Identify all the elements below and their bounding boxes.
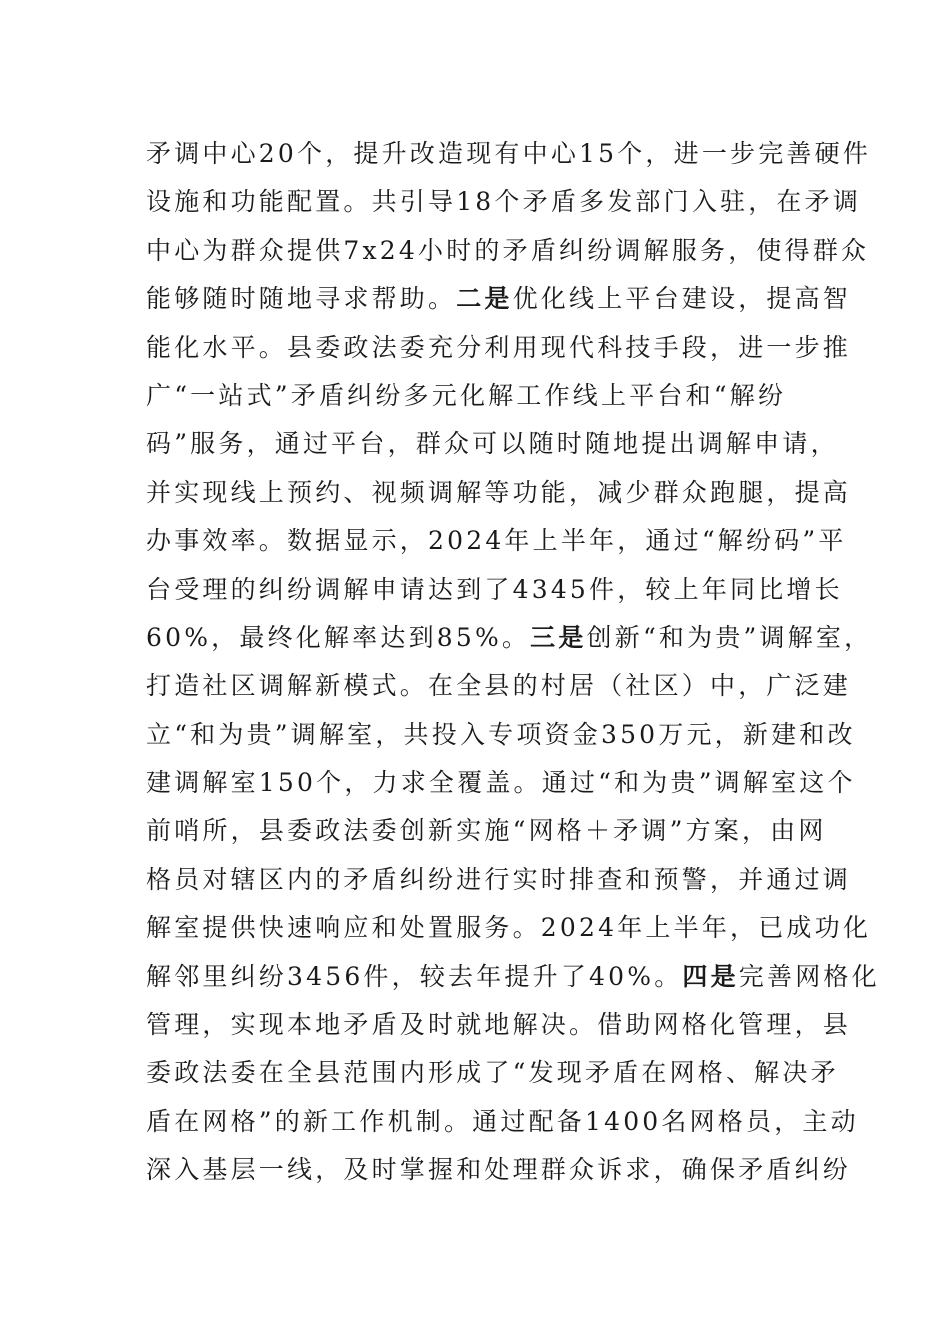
text-segment: 能化水平。县委政法委充分利用现代科技手段，进一步推 bbox=[146, 332, 852, 362]
text-segment: 优化线上平台建设，提高智 bbox=[512, 284, 852, 314]
text-line bbox=[146, 275, 852, 323]
text-line bbox=[146, 662, 852, 710]
text-line bbox=[146, 759, 856, 807]
text-segment: 办事效率。数据显示，2024年上半年，通过“解纷码”平 bbox=[146, 526, 847, 556]
text-line bbox=[146, 1146, 852, 1194]
bold-lead-text: 二是 bbox=[456, 284, 513, 314]
text-line bbox=[146, 372, 806, 420]
text-line bbox=[146, 614, 873, 662]
text-segment: 码”服务，通过平台，群众可以随时随地提出调解申请， bbox=[146, 429, 839, 459]
text-segment: 60%，最终化解率达到85%。 bbox=[146, 622, 531, 652]
text-line bbox=[146, 324, 852, 372]
text-segment: 设施和功能配置。共引导18个矛盾多发部门入驻，在矛调 bbox=[146, 187, 862, 217]
text-line bbox=[146, 711, 856, 759]
text-line bbox=[146, 953, 880, 1001]
text-line bbox=[146, 807, 827, 855]
text-line bbox=[146, 566, 843, 614]
text-segment: 广“一站式”矛盾纠纷多元化解工作线上平台和“解纷 bbox=[146, 380, 787, 410]
text-segment: 并实现线上预约、视频调解等功能，减少群众跑腿，提高 bbox=[146, 477, 852, 507]
text-segment: 格员对辖区内的矛盾纠纷进行实时排查和预警，并通过调 bbox=[146, 864, 852, 894]
text-line bbox=[146, 904, 872, 952]
text-line bbox=[146, 1098, 859, 1146]
text-segment: 创新“和为贵”调解室， bbox=[586, 622, 873, 652]
text-segment: 能够随时随地寻求帮助。 bbox=[146, 284, 457, 314]
bold-lead-text: 三是 bbox=[530, 622, 587, 652]
body-text bbox=[146, 130, 880, 1195]
text-line bbox=[146, 420, 839, 468]
text-segment: 管理，实现本地矛盾及时就地解决。借助网格化管理，县 bbox=[146, 1010, 852, 1040]
text-line bbox=[146, 517, 847, 565]
text-line bbox=[146, 1049, 839, 1097]
text-segment: 前哨所，县委政法委创新实施“网格＋矛调”方案，由网 bbox=[146, 816, 827, 846]
text-segment: 完善网格化 bbox=[738, 961, 880, 991]
text-segment: 矛调中心20个，提升改造现有中心15个，进一步完善硬件 bbox=[146, 139, 872, 168]
text-segment: 立“和为贵”调解室，共投入专项资金350万元，新建和改 bbox=[146, 719, 856, 749]
bold-lead-text: 四是 bbox=[682, 961, 739, 991]
text-line bbox=[146, 1001, 852, 1049]
text-line bbox=[146, 227, 870, 275]
text-segment: 委政法委在全县范围内形成了“发现矛盾在网格、解决矛 bbox=[146, 1058, 839, 1088]
text-segment: 建调解室150个，力求全覆盖。通过“和为贵”调解室这个 bbox=[146, 768, 856, 798]
text-line bbox=[146, 130, 872, 178]
text-segment: 解邻里纠纷3456件，较去年提升了40%。 bbox=[146, 961, 683, 991]
text-segment: 台受理的纠纷调解申请达到了4345件，较上年同比增长 bbox=[146, 574, 843, 604]
text-segment: 盾在网格”的新工作机制。通过配备1400名网格员，主动 bbox=[146, 1106, 859, 1136]
text-segment: 深入基层一线，及时掌握和处理群众诉求，确保矛盾纠纷 bbox=[146, 1155, 852, 1185]
text-line bbox=[146, 178, 862, 226]
text-segment: 打造社区调解新模式。在全县的村居（社区）中，广泛建 bbox=[146, 671, 852, 701]
text-segment: 解室提供快速响应和处置服务。2024年上半年，已成功化 bbox=[146, 913, 872, 943]
text-line bbox=[146, 856, 852, 904]
text-segment: 中心为群众提供7x24小时的矛盾纠纷调解服务，使得群众 bbox=[146, 235, 870, 265]
text-line bbox=[146, 469, 852, 517]
